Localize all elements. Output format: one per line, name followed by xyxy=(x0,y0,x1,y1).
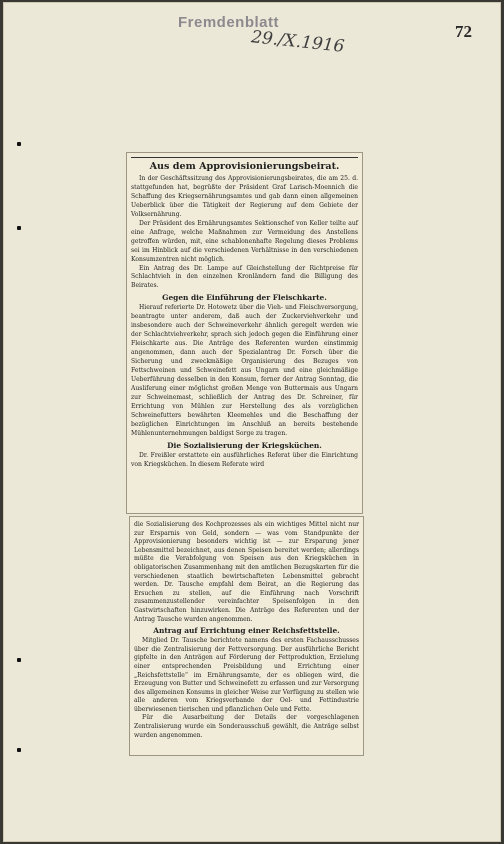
newspaper-clipping-bottom xyxy=(129,516,364,756)
paragraph: Mitglied Dr. Tausche berichtete namens des ersten Fachausschusses über die Zentralisierung der Fettversorgung. Der ausführliche Bericht gipfelte in den Anträgen auf Förderung der Fettproduktion, Erzielung einer entsprechenden Preisbildung und Errichtung einer „Reichsfettstelle“ im Ernährungsamte, der es obliegen wird, die Erzeugung von Butter und Schweinefett zu erfassen und zur Versorgung des allgemeinen Konsums in gleicher Weise zur Verfügung zu stellen wie alle anderen vom Kriegsverbande der Oel- und Fettindustrie überwiesenen tierischen und pflanzlichen Oele und Fette. xyxy=(134,637,359,713)
newspaper-clipping-top xyxy=(126,152,363,514)
paragraph: In der Geschäftssitzung des Approvisionierungsbeirates, die am 25. d. stattgefunden hat, begrüßte der Präsident Graf Larisch-Moennich die Schaffung des Kriegsernährungsamtes und gab dann einen allgemeinen Ueberblick über die Tätigkeit der Regierung auf dem Gebiete der Volksernährung. xyxy=(131,175,358,218)
paragraph: Dr. Freißler erstattete ein ausführliches Referat über die Einrichtung von Kriegsküchen. In diesem Referate wird xyxy=(131,451,358,468)
section-heading: Gegen die Einführung der Fleischkarte. xyxy=(162,293,327,303)
article-title: Aus dem Approvisionierungsbeirat. xyxy=(149,161,340,172)
newspaper-stamp: Fremdenblatt xyxy=(178,14,280,31)
paragraph: Der Präsident des Ernährungsamtes Sektionschef von Keller teilte auf eine Anfrage, welche Maßnahmen zur Vermeidung des Anstellens getroffen würden, mit, eine schablonenhafte Regelung dieses Problems sei im Hinblick auf die verschiedenen Verhältnisse in den verschiedenen Konsumzentren nicht möglich. xyxy=(131,219,358,263)
handwritten-date: 29./X.1916 xyxy=(250,27,346,57)
paragraph: Hierauf referierte Dr. Hotowetz über die Vieh- und Fleischversorgung, beantragte unter anderem, daß auch der Zuckerviehverkehr und insbesondere auch der Schweineverkehr ähnlich geregelt werden wie der Schlachtviehverkehr, sprach sich jedoch gegen die Einführung einer Fleischkarte aus. Die Anträge des Referenten wurden einstimmig angenommen, dann auch der Spezialantrag Dr. Forsch über die Sicherung und zweckmäßige Organisierung des Bezuges von Fettschweinen und Schweinefett aus Ungarn und eine gleichmäßige Ueberführung desselben in den Konsum, ferner der Antrag Sonntag, die Ausliferung einer möglichst großen Menge von Buttermais aus Ungarn zur Schweinemast, schließlich der Antrag des Dr. Schreiner, für Errichtung von Mühlen zur Herstellung des als vorzüglichen Schweinefutters bewährten Kleemehles und die Beschaffung der bezüglichen Einrichtungen im Anschluß an bereits bestehende Mühlenunternehmungen baldigst Sorge zu tragen. xyxy=(131,304,358,437)
binding-hole-marker xyxy=(17,658,21,662)
binding-hole-marker xyxy=(17,748,21,752)
section-heading: Antrag auf Errichtung einer Reichsfettstelle. xyxy=(153,626,340,636)
paragraph: Für die Ausarbeitung der Details der vorgeschlagenen Zentralisierung wurde ein Sonderausschuß gewählt, die Anträge selbst wurden angenommen. xyxy=(134,714,359,739)
section-heading: Die Sozialisierung der Kriegsküchen. xyxy=(167,440,322,450)
archive-page xyxy=(3,2,501,842)
page-number: 72 xyxy=(455,22,472,41)
paragraph: die Sozialisierung des Kochprozesses als ein wichtiges Mittel nicht nur zur Ersparnis von Geld, sondern — was vom Standpunkte der Approvisionierung besonders wichtig ist — zur Ersparung jener Lebensmittel bezeichnet, aus denen Speisen bereitet werden; allerdings müßte die Verabfolgung von Speisen aus den Kriegsküchen in obligatorischen Zusammenhang mit den amtlichen Bezugskarten für die verschiedenen staatlich bewirtschafteten Lebensmittel gebracht werden. Dr. Tausche empfahl dem Beirat, an die Regierung das Ersuchen zu stellen, auf die Einführung nach Vorschrift zusammenzustellender vereinfachter Speisenfolgen in den Gastwirtschaften hinzuwirken. Die Anträge des Referenten und der Antrag Tausche wurden angenommen. xyxy=(134,521,359,623)
divider xyxy=(131,157,358,158)
paragraph: Ein Antrag des Dr. Lampe auf Gleichstellung der Richtpreise für Schlachtvieh in den einzelnen Kronländern fand die Billigung des Beirates. xyxy=(131,264,358,290)
binding-hole-marker xyxy=(17,142,21,146)
binding-hole-marker xyxy=(17,226,21,230)
